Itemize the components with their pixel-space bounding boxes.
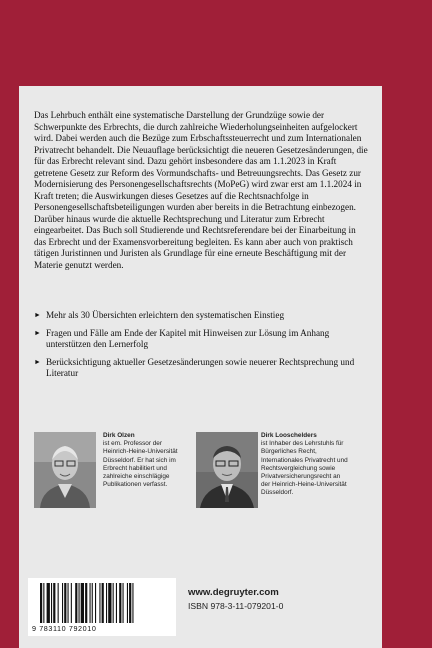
- author-bio: ist Inhaber des Lehrstuhls für Bürgerliches Recht, Internationales Privatrecht und Rechtsvergleichung sowie Privatversicherungsrecht an der Heinrich-Heine-Universität Düsseldorf.: [261, 440, 348, 497]
- barcode-bar: [132, 583, 133, 623]
- feature-item: [34, 310, 370, 322]
- isbn-number: ISBN 978-3-11-079201-0: [188, 601, 284, 611]
- feature-item: [34, 357, 370, 380]
- feature-item: [34, 328, 370, 351]
- author-bio: ist em. Professor der Heinrich-Heine-Universität Düsseldorf. Er hat sich im Erbrecht habilitiert und zahlreiche einschlägige Publikationen verfasst.: [103, 440, 178, 489]
- barcode-bar: [75, 583, 77, 623]
- feature-text: Mehr als 30 Übersichten erleichtern den systematischen Einstieg: [46, 310, 285, 320]
- barcode-bar: [71, 583, 72, 623]
- feature-list: [34, 310, 370, 386]
- barcode-bar: [99, 583, 100, 623]
- barcode-bar: [119, 583, 121, 623]
- barcode-bars: [40, 583, 164, 623]
- book-description: Das Lehrbuch enthält eine systematische Darstellung der Grundzüge sowie der Schwerpunkte des Erbrechts, die durch zahlreiche Wiederholungseinheiten aufgelockert wird. Dabei werden auch die Bezüge zum Erbschaftssteuerrecht und zum Internationalen Privatrecht behandelt. Die Neuauflage berücksichtigt die neueren Gesetzesänderungen, die für das Erbrecht relevant sind. Dazu gehört insbesondere das am 1.1.2023 in Kraft getretene Gesetz zur Reform des Vormundschafts- und Betreuungsrechts. Das Gesetz zur Modernisierung des Personengesellschaftsrechts (MoPeG) wird zwar erst am 1.1.2024 in Kraft treten; die Auswirkungen dieses Gesetzes auf die Rechtsnachfolge in Personengesellschaftsbeteiligungen wurden aber bereits in die Betrachtung einbezogen. Darüber hinaus wurde die aktuelle Rechtsprechung und Literatur zum Erbrecht eingearbeitet. Das Buch soll Studierende und Rechtsreferendare bei der Einarbeitung in das Erbrecht und der Examensvorbereitung begleiten. Es kann aber auch von praktisch tätigen Juristinnen und Juristen als Grundlage für eine erneute Beschäftigung mit der Materie genutzt werden.: [34, 110, 368, 270]
- author-name: Dirk Olzen: [103, 432, 135, 439]
- barcode-bar: [51, 583, 52, 623]
- triangle-bullet-icon: ►: [34, 357, 41, 366]
- barcode-bar: [127, 583, 128, 623]
- barcode-bar: [81, 583, 84, 623]
- barcode-bar: [108, 583, 111, 623]
- barcode-digits: 9 783110 792010: [32, 624, 97, 633]
- triangle-bullet-icon: ►: [34, 328, 41, 337]
- barcode-bar: [123, 583, 124, 623]
- barcode-bar: [85, 583, 87, 623]
- triangle-bullet-icon: ►: [34, 311, 41, 319]
- feature-text: Berücksichtigung aktueller Gesetzesänderungen sowie neuerer Rechtsprechung und Literatur: [46, 356, 355, 378]
- barcode-bar: [47, 583, 50, 623]
- barcode-bar: [90, 583, 91, 623]
- barcode-bar: [53, 583, 55, 623]
- barcode-bar: [129, 583, 131, 623]
- author-name: Dirk Looschelders: [261, 432, 317, 439]
- barcode-bar: [40, 583, 42, 623]
- barcode-bar: [68, 583, 69, 623]
- barcode-bar: [113, 583, 114, 623]
- author-photo-looschelders: [196, 432, 258, 508]
- barcode-bar: [62, 583, 63, 623]
- barcode-bar: [102, 583, 104, 623]
- barcode-bar: [116, 583, 117, 623]
- feature-text: Fragen und Fälle am Ende der Kapitel mit Hinweisen zur Lösung im Anhang unterstützen den Lernerfolg: [46, 327, 330, 349]
- isbn-barcode: [28, 578, 176, 636]
- author-olzen: [103, 432, 188, 489]
- author-photo-olzen: [34, 432, 96, 508]
- author-looschelders: [261, 432, 351, 498]
- barcode-bar: [106, 583, 107, 623]
- barcode-bar: [64, 583, 66, 623]
- barcode-bar: [43, 583, 44, 623]
- barcode-bar: [95, 583, 96, 623]
- barcode-bar: [58, 583, 59, 623]
- barcode-bar: [92, 583, 93, 623]
- publisher-url: www.degruyter.com: [188, 587, 279, 598]
- barcode-bar: [79, 583, 80, 623]
